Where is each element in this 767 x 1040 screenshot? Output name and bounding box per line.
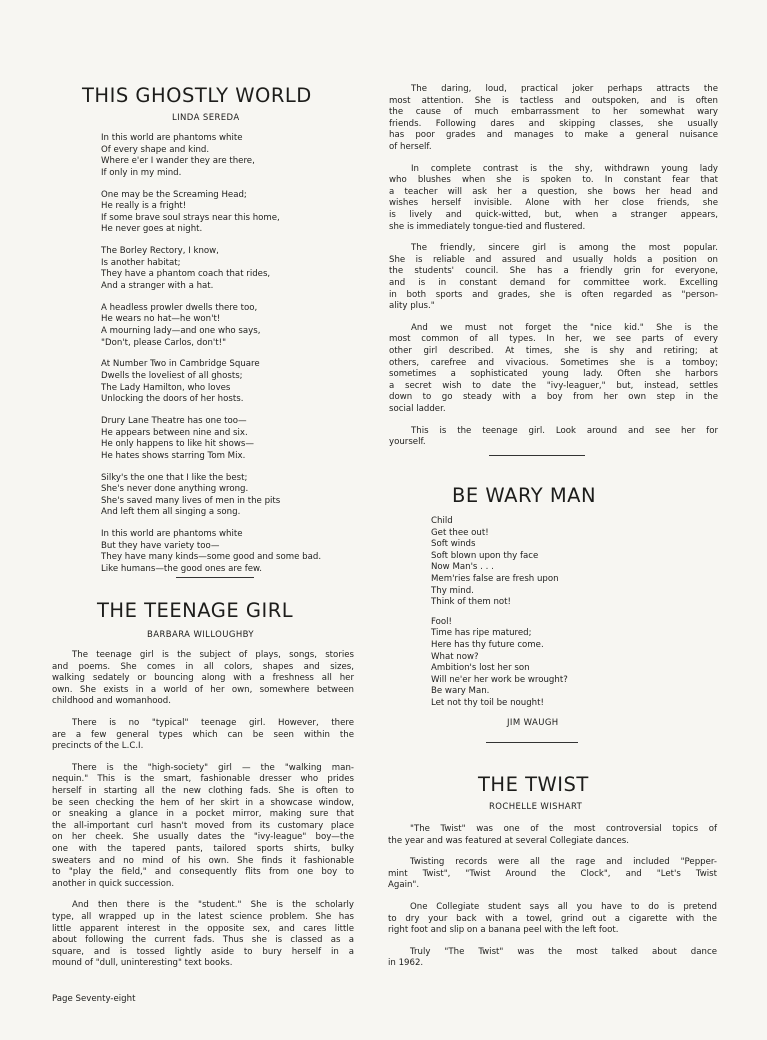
poem-line: Is another habitat;: [101, 257, 181, 268]
poem-line: Will ne'er her work be wrought?: [431, 674, 568, 685]
text-line: most attention. She is tactless and outspoken, and is often: [389, 95, 718, 106]
divider-rule: [489, 455, 585, 456]
paragraph: [388, 902, 717, 937]
text-line: The daring, loud, practical joker perhaps attracts the: [411, 84, 718, 94]
paragraph: [389, 323, 718, 416]
text-line: a secret wish to date the "ivy-leaguer," but, instead, settles: [389, 380, 718, 391]
text-line: is lively and quick-witted, but, when a stranger appears,: [389, 209, 718, 220]
poem-line: Like humans—the good ones are few.: [101, 564, 263, 574]
text-line: another in quick succession.: [52, 878, 175, 889]
text-line: wishes herself invisible. Alone with her close friends, she: [389, 198, 718, 209]
text-line: Truly "The Twist" was the most talked about dance: [410, 946, 717, 957]
text-line: herself in starting all the new clothing fads. She is often to: [52, 785, 354, 796]
poem-line: If only in my mind.: [101, 167, 182, 178]
text-line: on her cheek. She usually dates the "ivy-league" boy—the: [52, 832, 354, 843]
text-line: The teenage girl is the subject of plays, songs, stories: [72, 650, 354, 660]
text-line: be seen checking the hem of her skirt in a showcase window,: [52, 797, 354, 808]
twist-author: ROCHELLE WISHART: [489, 802, 583, 812]
poem-line: Get thee out!: [431, 527, 489, 538]
paragraph: [52, 763, 354, 891]
text-line: friends. Following dares and skipping classes, she usually: [389, 118, 718, 129]
text-line: Twisting records were all the rage and included "Pepper-: [410, 857, 717, 868]
wary-author: JIM WAUGH: [507, 718, 559, 728]
divider-rule: [486, 742, 578, 743]
text-line: one with the tapered pants, tailored sports shirts, bulky: [52, 843, 354, 854]
text-line: Again".: [388, 880, 420, 891]
text-line: mound of "dull, uninteresting" text books.: [52, 958, 233, 969]
text-line: "The Twist" was one of the most controversial topics of: [410, 824, 717, 834]
paragraph: [388, 857, 717, 892]
text-line: a teacher will ask her a question, she bows her head and: [389, 186, 718, 197]
text-line: childhood and womanhood.: [52, 696, 171, 707]
text-line: right foot and slip on a banana peel with the left foot.: [388, 925, 619, 936]
ghostly-title: THIS GHOSTLY WORLD: [82, 84, 312, 107]
poem-line: One may be the Screaming Head;: [101, 189, 247, 200]
text-line: other girl described. At times, she is shy and retiring; at: [389, 345, 718, 356]
poem-line: They have a phantom coach that rides,: [101, 269, 271, 280]
paragraph: [52, 650, 354, 708]
poem-line: Think of them not!: [431, 597, 511, 608]
text-line: who blushes when she is spoken to. In constant fear that: [389, 175, 718, 186]
text-line: There is no "typical" teenage girl. However, there: [72, 718, 354, 728]
text-line: sweaters and no mind of his own. She finds it fashionable: [52, 855, 354, 866]
poem-line: She's saved many lives of men in the pits: [101, 495, 281, 506]
text-line: the year and was featured at several Collegiate dances.: [388, 835, 629, 846]
paragraph: [389, 243, 718, 313]
text-line: own. She exists in a world of her own, somewhere between: [52, 684, 354, 695]
text-line: she is immediately tongue-tied and flustered.: [389, 221, 586, 232]
text-line: And then there is the "student." She is the scholarly: [72, 900, 354, 911]
paragraph: [389, 84, 718, 154]
text-line: most common of all types. In her, we see parts of every: [389, 334, 718, 345]
poem-line: Of every shape and kind.: [101, 144, 210, 155]
text-line: in 1962.: [388, 958, 424, 969]
text-line: This is the teenage girl. Look around and see her for: [411, 425, 718, 436]
text-line: has poor grades and manages to make a general nuisance: [389, 130, 718, 141]
poem-line: At Number Two in Cambridge Square: [101, 359, 260, 370]
text-line: ality plus.": [389, 301, 435, 312]
poem-line: Let not thy toil be nought!: [431, 698, 544, 708]
text-line: the students' council. She has a friendly grin for everyone,: [389, 266, 718, 277]
poem-line: They have many kinds—some good and some bad.: [101, 552, 322, 563]
poem-line: A mourning lady—and one who says,: [101, 326, 261, 336]
poem-line: And left them all singing a song.: [101, 507, 241, 518]
paragraph: [388, 824, 717, 847]
poem-line: But they have variety too—: [101, 540, 220, 551]
twist-title: THE TWIST: [478, 773, 589, 796]
text-line: to "play the field," and consequently flits from one boy to: [52, 867, 354, 878]
text-line: sometimes a sophisticated young lady. Often she harbors: [389, 369, 718, 380]
text-line: square, and is tossed lightly aside to bury herself in a: [52, 946, 354, 957]
text-line: the cause of much embarrassment to her somewhat wary: [389, 107, 718, 118]
text-line: about following the current fads. Thus she is classed as a: [52, 935, 354, 946]
teenage-author: BARBARA WILLOUGHBY: [147, 630, 255, 640]
poem-line: Ambition's lost her son: [431, 663, 530, 674]
poem-line: He appears between nine and six.: [101, 427, 248, 438]
page-number: Page Seventy-eight: [52, 994, 136, 1004]
paragraph: [52, 900, 354, 970]
poem-line: Here has thy future come.: [431, 640, 544, 650]
poem-line: He hates shows starring Tom Mix.: [101, 450, 246, 461]
poem-line: If some brave soul strays near this home,: [101, 212, 280, 223]
poem-line: He never goes at night.: [101, 224, 203, 235]
text-line: in both sports and grades, she is often regarded as "person-: [389, 289, 718, 300]
poem-line: Where e'er I wander they are there,: [101, 156, 255, 167]
text-line: and is in constant demand for committee work. Excelling: [389, 277, 718, 288]
ghostly-author: LINDA SEREDA: [172, 113, 240, 123]
poem-line: The Lady Hamilton, who loves: [101, 382, 231, 393]
text-line: little apparent interest in the opposite sex, and cares little: [52, 923, 354, 934]
text-line: nequin." This is the smart, fashionable dresser who prides: [52, 774, 354, 785]
text-line: walking sedately or bouncing along with a freshness all her: [52, 673, 354, 684]
poem-line: He really is a fright!: [101, 201, 187, 212]
poem-line: "Don't, please Carlos, don't!": [101, 337, 227, 348]
poem-line: He only happens to like hit shows—: [101, 439, 254, 450]
text-line: are a few general types which can be seen within the: [52, 729, 354, 740]
poem-line: Be wary Man.: [431, 686, 490, 697]
poem-line: Soft winds: [431, 539, 476, 550]
text-line: of herself.: [389, 141, 432, 152]
text-line: others, carefree and vivacious. Sometimes she is a tomboy;: [389, 357, 718, 368]
poem-line: Time has ripe matured;: [431, 628, 532, 639]
paragraph: [388, 947, 717, 970]
divider-rule: [176, 577, 254, 578]
text-line: One Collegiate student says all you have to do is pretend: [410, 902, 717, 912]
text-line: to dry your back with a towel, grind out a cigarette with the: [388, 913, 717, 924]
text-line: precincts of the L.C.I.: [52, 741, 144, 752]
poem-line: Unlocking the doors of her hosts.: [101, 394, 244, 405]
poem-line: Silky's the one that I like the best;: [101, 472, 248, 483]
teenage-title: THE TEENAGE GIRL: [97, 599, 294, 622]
wary-title: BE WARY MAN: [452, 484, 597, 507]
poem-line: In this world are phantoms white: [101, 529, 243, 540]
poem-line: Now Man's . . .: [431, 562, 494, 573]
text-line: There is the "high-society" girl — the "walking man-: [72, 762, 354, 773]
text-line: type, all wrapped up in the latest science problem. She has: [52, 911, 354, 922]
text-line: the all-important curl hasn't moved from its customary place: [52, 820, 354, 831]
poem-line: And a stranger with a hat.: [101, 281, 214, 291]
poem-line: Soft blown upon thy face: [431, 550, 539, 561]
text-line: In complete contrast is the shy, withdrawn young lady: [411, 163, 718, 174]
poem-line: Drury Lane Theatre has one too—: [101, 416, 247, 426]
poem-line: Thy mind.: [431, 585, 474, 596]
text-line: And we must not forget the "nice kid." She is the: [411, 322, 718, 333]
text-line: The friendly, sincere girl is among the most popular.: [411, 243, 718, 254]
poem-line: A headless prowler dwells there too,: [101, 302, 258, 313]
poem-line: In this world are phantoms white: [101, 133, 243, 143]
text-line: yourself.: [389, 437, 426, 448]
poem-line: She's never done anything wrong.: [101, 484, 249, 495]
text-line: or sneaking a glance in a pocket mirror, making sure that: [52, 809, 354, 820]
poem-line: Fool!: [431, 616, 452, 627]
text-line: and poems. She comes in all colors, shapes and sizes,: [52, 661, 354, 672]
paragraph: [389, 426, 718, 449]
poem-line: Mem'ries false are fresh upon: [431, 574, 559, 584]
poem-line: Dwells the loveliest of all ghosts;: [101, 371, 243, 381]
poem-line: Child: [431, 516, 453, 526]
poem-line: The Borley Rectory, I know,: [101, 246, 219, 257]
poem-line: What now?: [431, 651, 479, 662]
text-line: She is reliable and assured and usually holds a position on: [389, 254, 718, 265]
text-line: down to go steady with a boy from her own step in the: [389, 392, 718, 403]
paragraph: [52, 718, 354, 753]
text-line: mint Twist", "Twist Around the Clock", and "Let's Twist: [388, 868, 717, 879]
poem-line: He wears no hat—he won't!: [101, 314, 221, 325]
paragraph: [389, 164, 718, 234]
text-line: social ladder.: [389, 403, 446, 414]
